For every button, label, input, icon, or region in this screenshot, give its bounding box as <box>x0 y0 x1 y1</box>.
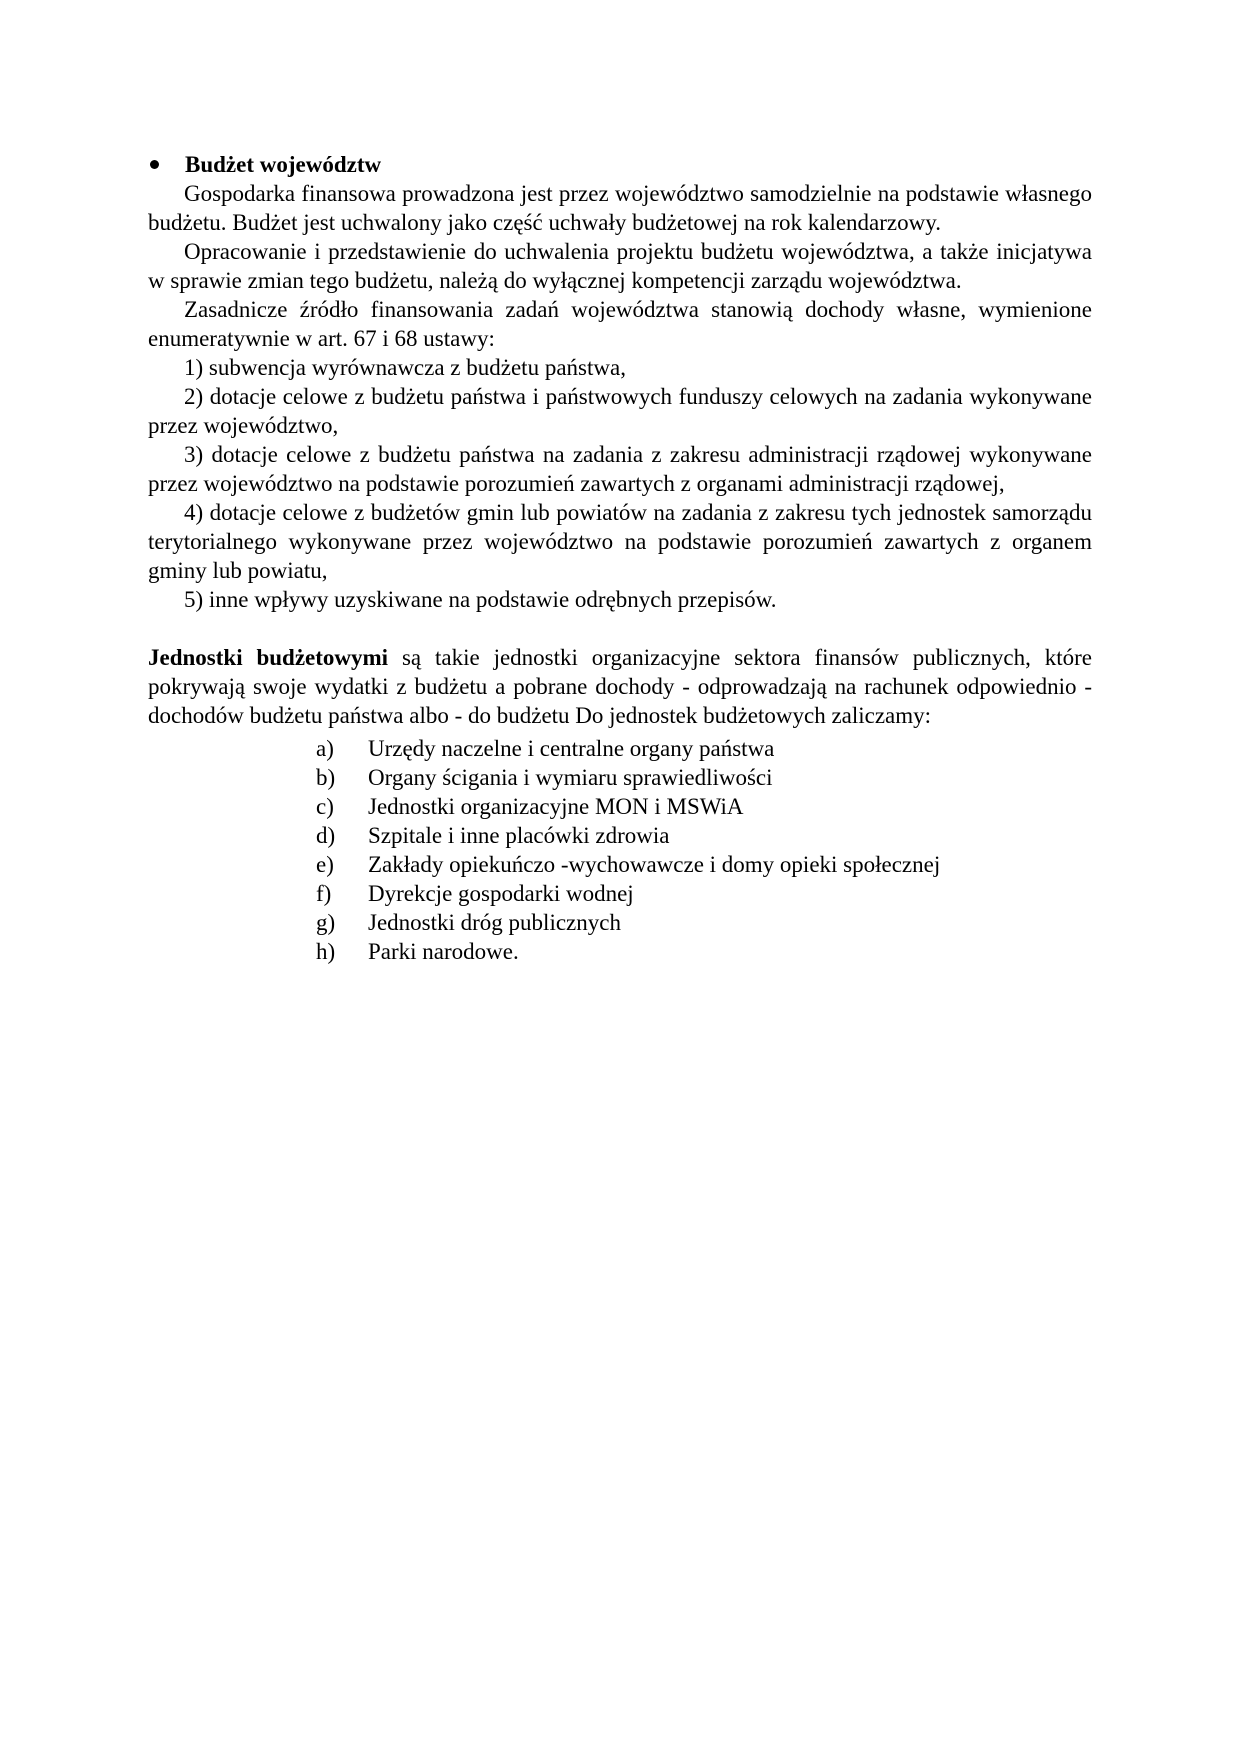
bullet-icon <box>150 160 159 169</box>
list-item <box>316 792 1092 821</box>
unit-list <box>148 734 1092 966</box>
list-marker: e) <box>316 852 334 877</box>
paragraph-list-item: 5) inne wpływy uzyskiwane na podstawie odrębnych przepisów. <box>184 587 777 612</box>
list-item <box>316 850 1092 879</box>
list-marker: a) <box>316 736 334 761</box>
paragraph: Opracowanie i przedstawienie do uchwalenia projektu budżetu województwa, a także inicjatywa w sprawie zmian tego budżetu, należą do wyłącznej kompetencji zarządu województwa. <box>148 239 1092 293</box>
list-marker: d) <box>316 823 336 848</box>
list-marker: b) <box>316 765 336 790</box>
list-item <box>316 879 1092 908</box>
list-item <box>316 908 1092 937</box>
paragraph: Zasadnicze źródło finansowania zadań województwa stanowią dochody własne, wymienione enumeratywnie w art. 67 i 68 ustawy: <box>148 297 1092 351</box>
list-item <box>316 821 1092 850</box>
list-item-text: Jednostki organizacyjne MON i MSWiA <box>368 794 744 819</box>
list-item-text: Dyrekcje gospodarki wodnej <box>368 881 634 906</box>
paragraph: Gospodarka finansowa prowadzona jest przez województwo samodzielnie na podstawie własnego budżetu. Budżet jest uchwalony jako część uchwały budżetowej na rok kalendarzowy. <box>148 181 1092 235</box>
list-item-text: Parki narodowe. <box>368 939 519 964</box>
section-heading: Budżet województw <box>185 152 382 177</box>
section-heading-row <box>148 150 1092 179</box>
list-item-text: Urzędy naczelne i centralne organy państwa <box>368 736 775 761</box>
list-item <box>316 763 1092 792</box>
list-item-text: Zakłady opiekuńczo -wychowawcze i domy opieki społecznej <box>368 852 941 877</box>
paragraph-list-item: 1) subwencja wyrównawcza z budżetu państwa, <box>184 355 626 380</box>
list-item <box>316 937 1092 966</box>
paragraph-list-item: 3) dotacje celowe z budżetu państwa na zadania z zakresu administracji rządowej wykonywane przez województwo na podstawie porozumień zawartych z organami administracji rządowej, <box>148 442 1092 496</box>
list-marker: h) <box>316 939 336 964</box>
paragraph-list-item: 2) dotacje celowe z budżetu państwa i państwowych funduszy celowych na zadania wykonywane przez województwo, <box>148 384 1092 438</box>
list-item <box>316 734 1092 763</box>
list-marker: g) <box>316 910 336 935</box>
definition-text: są takie jednostki organizacyjne sektora finansów publicznych, które pokrywają swoje wydatki z budżetu a pobrane dochody - odprowadzają na rachunek odpowiednio - dochodów budżetu państwa albo - do budżetu Do jednostek budżetowych zaliczamy: <box>148 645 1092 728</box>
list-item-text: Szpitale i inne placówki zdrowia <box>368 823 670 848</box>
list-marker: c) <box>316 794 334 819</box>
list-item-text: Organy ścigania i wymiaru sprawiedliwości <box>368 765 773 790</box>
document-body <box>148 150 1092 966</box>
definition-paragraph <box>148 643 1092 730</box>
list-item-text: Jednostki dróg publicznych <box>368 910 621 935</box>
list-marker: f) <box>316 881 332 906</box>
paragraph-list-item: 4) dotacje celowe z budżetów gmin lub powiatów na zadania z zakresu tych jednostek samorządu terytorialnego wykonywane przez województwo na podstawie porozumień zawartych z organem gminy lub powiatu, <box>148 500 1092 583</box>
definition-term: Jednostki budżetowymi <box>148 645 389 670</box>
